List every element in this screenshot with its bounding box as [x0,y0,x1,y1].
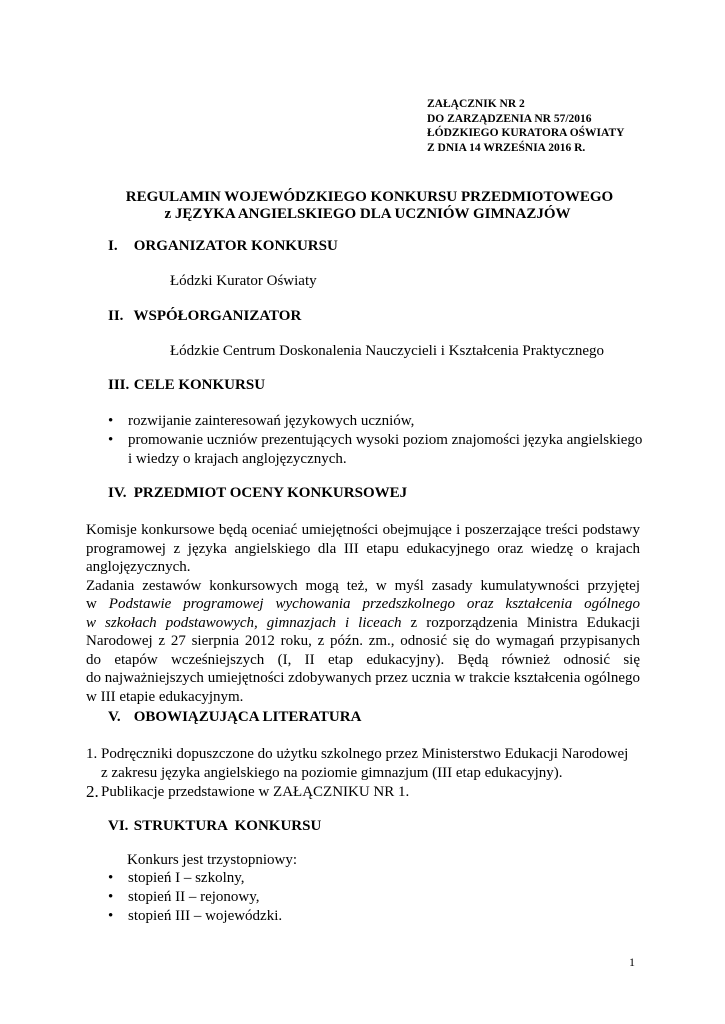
paragraph-line: Narodowej z 27 sierpnia 2012 roku, z późn. zm., odnosić się do wymagań przypisanych [86,633,640,649]
annex-header [427,97,624,155]
paragraph-line: do najważniejszych umiejętności zdobywanych przez ucznia w trakcie kształcenia ogólnego [86,670,640,686]
section-title: OBOWIĄZUJĄCA LITERATURA [133,709,362,725]
organizer-name: Łódzki Kurator Oświaty [170,273,317,289]
section-heading-structure [108,818,321,835]
section-heading-coorganizer [108,308,301,325]
curriculum-title: w szkołach podstawowych, gimnazjach i liceach [86,614,402,631]
list-number: 2. [86,782,99,801]
bullet-glyph: • [108,432,114,448]
paragraph-line: w III etapie edukacyjnym. [86,688,244,705]
paragraph-text: z rozporządzenia Ministra Edukacji [401,614,640,631]
list-number: 1. [86,746,98,762]
paragraph-line: do etapów wcześniejszych (I, II etap edukacyjny). Będą również odnosić się [86,651,640,668]
paragraph-line: Komisje konkursowe będą oceniać umiejętności obejmujące i poszerzające treści podstawy [86,522,640,538]
bullet-glyph: • [108,413,114,429]
list-item-text: i wiedzy o krajach anglojęzycznych. [128,451,347,467]
bullet-glyph: • [108,870,114,886]
section-title: PRZEDMIOT OCENY KONKURSOWEJ [133,485,408,501]
annex-line: DO ZARZĄDZENIA NR 57/2016 [427,112,592,125]
document-title [0,189,725,223]
list-item [86,783,628,802]
annex-line: ZAŁĄCZNIK NR 2 [427,98,525,110]
list-item-text: stopień III – wojewódzki. [128,908,283,924]
section-title: WSPÓŁORGANIZATOR [133,308,302,324]
section-heading-organizer [108,238,338,255]
list-item [108,888,282,907]
section-title: ORGANIZATOR KONKURSU [133,238,338,254]
section-number: VI. [108,818,129,834]
curriculum-title: Podstawie programowej wychowania przedszkolnego oraz kształcenia ogólnego [108,596,640,612]
paragraph-line [86,614,640,633]
section-number: III. [108,377,130,393]
annex-line: ŁÓDZKIEGO KURATORA OŚWIATY [427,127,625,139]
annex-line: Z DNIA 14 WRZEŚNIA 2016 R. [427,141,586,154]
section-number: V. [108,709,121,725]
list-item-text: Podręczniki dopuszczone do użytku szkolnego przez Ministerstwo Edukacji Narodowej [101,746,629,762]
list-item-text: stopień II – rejonowy, [128,889,260,905]
section-number: I. [108,238,118,254]
paragraph-line: programowej z języka angielskiego dla III etapu edukacyjnego oraz wiedzę o krajach [86,540,640,557]
page-number: 1 [629,955,635,969]
list-item-text: stopień I – szkolny, [128,870,245,886]
coorganizer-name: Łódzkie Centrum Doskonalenia Nauczycieli i Kształcenia Praktycznego [170,343,605,359]
paragraph-line: Zadania zestawów konkursowych mogą też, w myśl zasady kumulatywności przyjętej [86,577,640,594]
list-item [108,431,642,469]
section-number: IV. [108,485,127,501]
list-item [108,869,282,888]
paragraph-line [86,595,640,614]
list-item-text: promowanie uczniów prezentujących wysoki poziom znajomości języka angielskiego [128,432,643,448]
list-item [108,907,282,926]
list-item-text: rozwijanie zainteresowań językowych uczniów, [128,413,415,429]
title-line: REGULAMIN WOJEWÓDZKIEGO KONKURSU PRZEDMIOTOWEGO [125,189,614,205]
bullet-glyph: • [108,908,114,924]
section-heading-goals [108,377,265,394]
goals-list [108,412,642,469]
section-title: STRUKTURA KONKURSU [133,818,322,834]
list-item-text: z zakresu języka angielskiego na poziomie gimnazjum (III etap edukacyjny). [101,765,563,781]
section-heading-assessment [108,485,407,502]
section-heading-literature [108,709,361,726]
literature-list [86,745,628,802]
bullet-glyph: • [108,889,114,905]
list-item [108,412,642,431]
title-line: z JĘZYKA ANGIELSKIEGO DLA UCZNIÓW GIMNAZJÓW [164,206,571,222]
structure-intro: Konkurs jest trzystopniowy: [127,852,297,868]
section-title: CELE KONKURSU [133,377,266,393]
structure-list [108,869,282,926]
paragraph-text: w [86,596,109,612]
paragraph-line: anglojęzycznych. [86,559,191,575]
assessment-paragraph [86,521,640,706]
list-item [86,745,628,783]
list-item-text: Publikacje przedstawione w ZAŁĄCZNIKU NR 1. [101,784,410,800]
section-number: II. [108,308,124,324]
